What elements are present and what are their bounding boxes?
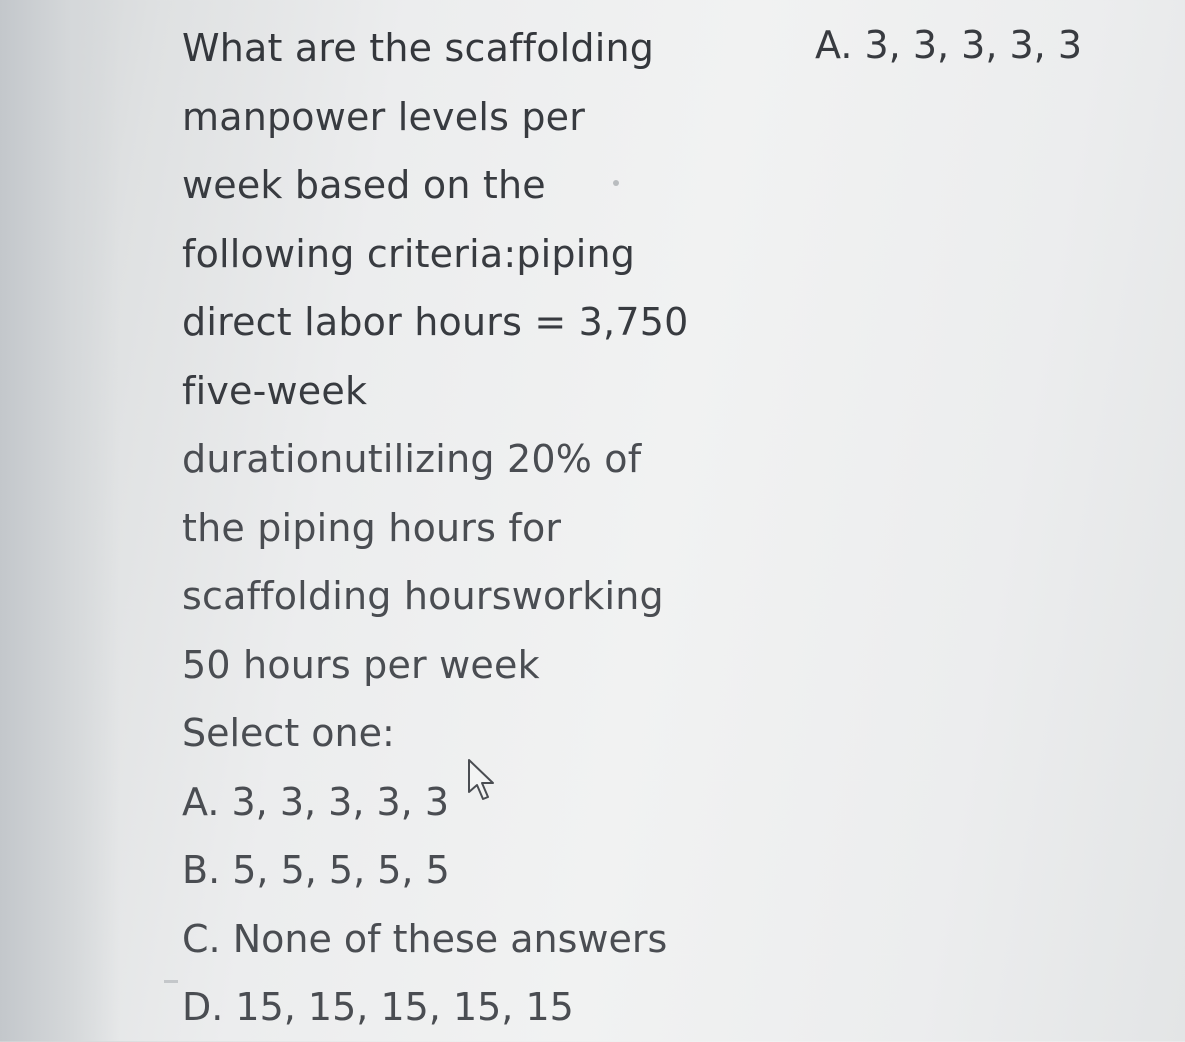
question-block <box>182 14 702 1042</box>
option-c[interactable]: C. None of these answers <box>182 916 668 961</box>
select-prompt: Select one: <box>182 711 395 755</box>
question-text-line: scaffolding hoursworking <box>182 574 664 618</box>
question-text-line: direct labor hours = 3,750 <box>182 300 689 344</box>
mouse-pointer-icon <box>466 758 500 804</box>
question-text-line: 50 hours per week <box>182 642 540 687</box>
screen-mark <box>164 980 178 983</box>
question-text-line: manpower levels per <box>182 94 586 139</box>
option-d[interactable]: D. 15, 15, 15, 15, 15 <box>182 985 574 1029</box>
question-text-line: What are the scaffolding <box>182 26 655 70</box>
question-text-line: durationutilizing 20% of <box>182 437 642 481</box>
question-text-line: the piping hours for <box>182 505 562 550</box>
option-b[interactable]: B. 5, 5, 5, 5, 5 <box>182 848 450 892</box>
question-text-line: five-week <box>182 368 368 413</box>
background-shade <box>0 0 120 1041</box>
option-a[interactable]: A. 3, 3, 3, 3, 3 <box>182 779 450 824</box>
question-text-line: following criteria:piping <box>182 231 636 276</box>
question-text-line: week based on the <box>182 163 546 207</box>
answer-options <box>182 768 702 1042</box>
answer-display: A. 3, 3, 3, 3, 3 <box>815 23 1083 67</box>
